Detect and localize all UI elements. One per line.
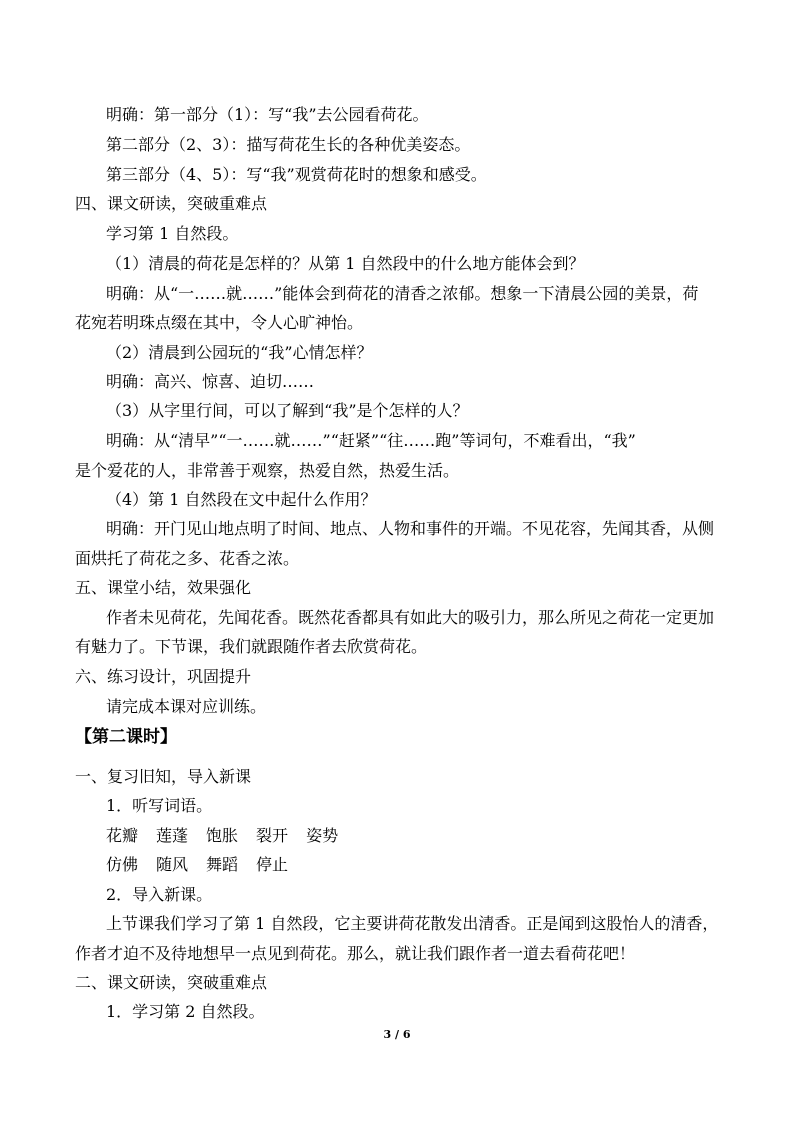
section-heading: 六、练习设计，巩固提升 xyxy=(75,667,252,686)
lesson-heading: 【第二课时】 xyxy=(75,727,177,747)
text-line: 作者才迫不及待地想早一点见到荷花。那么，就让我们跟作者一道去看荷花吧！ xyxy=(75,944,636,963)
text-line: 有魅力了。下节课，我们就跟随作者去欣赏荷花。 xyxy=(75,637,428,656)
text-line: 明确：开门见山地点明了时间、地点、人物和事件的开端。不见花容，先闻其香，从侧 xyxy=(106,519,715,538)
text-line: 学习第 1 自然段。 xyxy=(106,224,239,243)
vocab-word: 仿佛 xyxy=(106,855,139,874)
question-line: （4）第 1 自然段在文中起什么作用？ xyxy=(106,490,377,509)
vocab-row-2 xyxy=(106,855,306,875)
vocab-word: 饱胀 xyxy=(206,826,239,845)
text-line: 第二部分（2、3）：描写荷花生长的各种优美姿态。 xyxy=(106,135,471,154)
vocab-word: 停止 xyxy=(256,855,289,874)
question-line: （1）清晨的荷花是怎样的？从第 1 自然段中的什么地方能体会到？ xyxy=(106,254,585,273)
vocab-word: 姿势 xyxy=(306,826,339,845)
text-line: 明确：高兴、惊喜、迫切…… xyxy=(106,372,315,391)
section-heading: 四、课文研读，突破重难点 xyxy=(75,194,268,213)
question-line: （3）从字里行间，可以了解到“我”是个怎样的人？ xyxy=(106,401,469,420)
text-line: 2．导入新课。 xyxy=(106,885,213,904)
text-line: 明确：第一部分（1）：写“我”去公园看荷花。 xyxy=(106,105,429,124)
section-heading: 一、复习旧知，导入新课 xyxy=(75,767,252,786)
text-line: 上节课我们学习了第 1 自然段，它主要讲荷花散发出清香。正是闻到这股怡人的清香， xyxy=(106,914,719,933)
vocab-word: 莲蓬 xyxy=(156,826,189,845)
text-line: 第三部分（4、5）：写“我”观赏荷花时的想象和感受。 xyxy=(106,165,487,184)
vocab-word: 随风 xyxy=(156,855,189,874)
text-line: 是个爱花的人，非常善于观察，热爱自然，热爱生活。 xyxy=(75,461,460,480)
text-line: 请完成本课对应训练。 xyxy=(106,697,267,716)
text-line: 1．学习第 2 自然段。 xyxy=(106,1002,265,1021)
text-line: 明确：从“清早”“一……就……”“赶紧”“往……跑”等词句，不难看出，“我” xyxy=(106,431,636,450)
text-line: 明确：从“一……就……”能体会到荷花的清香之浓郁。想象一下清晨公园的美景，荷 xyxy=(106,284,699,303)
section-heading: 五、课堂小结，效果强化 xyxy=(75,578,252,597)
vocab-word: 裂开 xyxy=(256,826,289,845)
text-line: 花宛若明珠点缀在其中，令人心旷神怡。 xyxy=(75,313,364,332)
section-heading: 二、课文研读，突破重难点 xyxy=(75,973,268,992)
vocab-word: 花瓣 xyxy=(106,826,139,845)
question-line: （2）清晨到公园玩的“我”心情怎样？ xyxy=(106,343,373,362)
text-line: 面烘托了荷花之多、花香之浓。 xyxy=(75,549,300,568)
text-line: 1．听写词语。 xyxy=(106,796,213,815)
page-number: 3 / 6 xyxy=(383,1028,411,1041)
text-line: 作者未见荷花，先闻花香。既然花香都具有如此大的吸引力，那么所见之荷花一定更加 xyxy=(106,608,715,627)
vocab-word: 舞蹈 xyxy=(206,855,239,874)
vocab-row-1 xyxy=(106,826,356,846)
